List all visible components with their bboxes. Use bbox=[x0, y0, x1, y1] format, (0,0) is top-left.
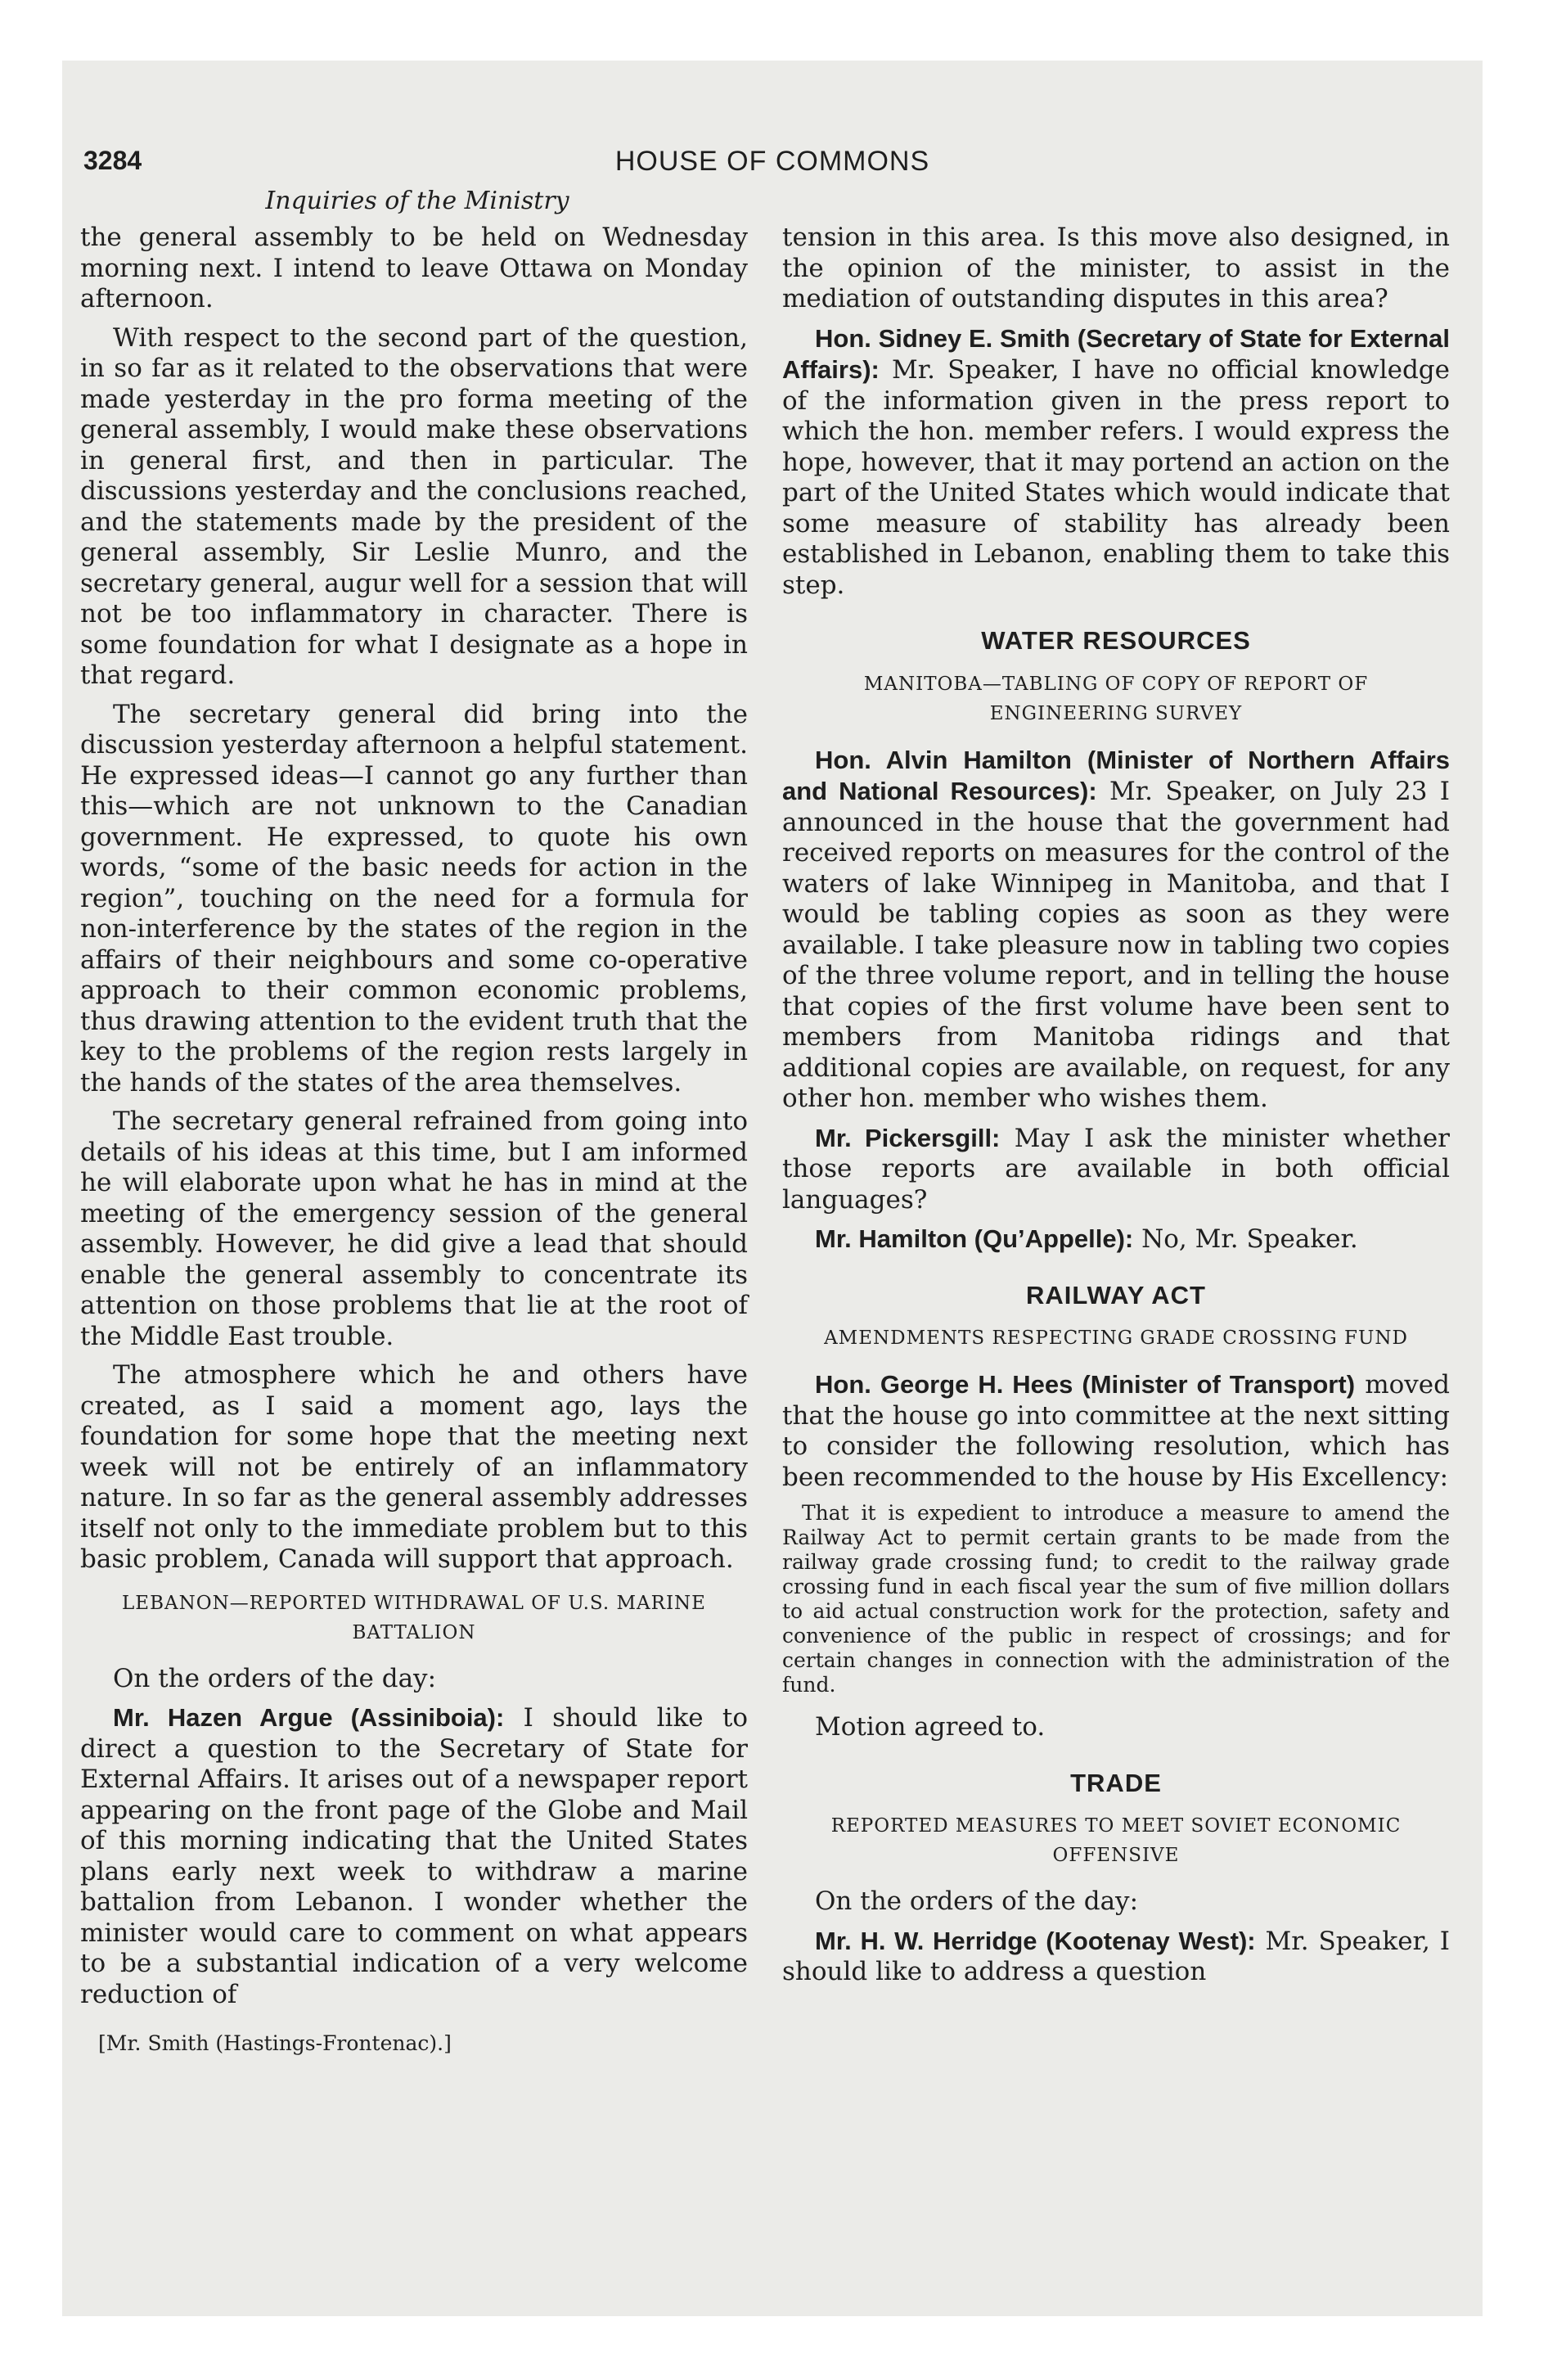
left-column bbox=[80, 223, 748, 2067]
speaker-name: Mr. Pickersgill: bbox=[815, 1123, 1001, 1152]
paragraph: The atmosphere which he and others have created, as I said a moment ago, lays the foundation for some hope that the meeting next week will not be entirely of an inflammatory nature. In so far as the general assembly addresses itself not only to the immediate problem but to this basic problem, Canada will support that approach. bbox=[80, 1360, 748, 1574]
paragraph: Motion agreed to. bbox=[815, 1712, 1046, 1742]
speaker-name: Hon. Alvin Hamilton (Minister of Northern Affairs and National Resources): bbox=[782, 745, 1450, 805]
speaker-name: Mr. H. W. Herridge (Kootenay West): bbox=[815, 1926, 1256, 1955]
speech bbox=[80, 1702, 748, 2010]
subsection-heading: LEBANON—REPORTED WITHDRAWAL OF U.S. MARINE BATTALION bbox=[122, 1592, 706, 1643]
section-heading: TRADE bbox=[1070, 1768, 1162, 1797]
speaker-name: Hon. George H. Hees (Minister of Transport) bbox=[815, 1370, 1356, 1399]
speech bbox=[782, 1224, 1450, 1255]
subsection-heading: MANITOBA—TABLING OF COPY OF REPORT OF ENGINEERING SURVEY bbox=[863, 673, 1369, 724]
paragraph: the general assembly to be held on Wednesday morning next. I intend to leave Ottawa on Monday afternoon. bbox=[80, 223, 748, 313]
footer-note: [Mr. Smith (Hastings-Frontenac).] bbox=[98, 2031, 452, 2055]
document-page bbox=[62, 61, 1483, 2316]
resolution-text: That it is expedient to introduce a measure to amend the Railway Act to permit certain grants to be made from the railway grade crossing fund; to credit to the railway grade crossing fund in each fiscal year the sum of five million dollars to aid actual construction work for the protection, safety and convenience of the public in respect of crossings; and for certain changes in connection with the administration of the fund. bbox=[782, 1501, 1450, 1697]
speech-text: May I ask the minister whether those reports are available in both official languages? bbox=[782, 1123, 1450, 1215]
section-subhead: Inquiries of the Ministry bbox=[265, 187, 569, 215]
speech-text: Mr. Speaker, I have no official knowledge of the information given in the press report to which the hon. member refers. I would express the hope, however, that it may portend an action on the part of the United States which would indicate that some measure of stability has already been established in Lebanon, enabling them to take this step. bbox=[782, 355, 1450, 600]
paragraph: The secretary general refrained from going into details of his ideas at this time, but I am informed he will elaborate upon what he has in mind at the meeting of the emergency session of the general assembly. However, he did give a lead that should enable the general assembly to concentrate its attention on those problems that lie at the root of the Middle East trouble. bbox=[80, 1107, 748, 1351]
subsection-heading: AMENDMENTS RESPECTING GRADE CROSSING FUND bbox=[824, 1327, 1408, 1349]
section-heading: WATER RESOURCES bbox=[981, 626, 1251, 655]
speech-text: Mr. Speaker, I should like to address a question bbox=[782, 1926, 1450, 1986]
speech-text: Mr. Speaker, on July 23 I announced in the house that the government had received reports on measures for the control of the waters of lake Winnipeg in Manitoba, and that I would be tabling copies as soon as they were available. I take pleasure now in tabling two copies of the three volume report, and in telling the house that copies of the first volume have been sent to members from Manitoba ridings and that additional copies are available, on request, for any other hon. member who wishes them. bbox=[782, 777, 1450, 1113]
paragraph: On the orders of the day: bbox=[113, 1663, 437, 1693]
speech bbox=[782, 1369, 1450, 1493]
page-number: 3284 bbox=[83, 146, 142, 175]
paragraph: tension in this area. Is this move also designed, in the opinion of the minister, to assist in the mediation of outstanding disputes in this area? bbox=[782, 223, 1450, 313]
subsection-heading: REPORTED MEASURES TO MEET SOVIET ECONOMIC OFFENSIVE bbox=[830, 1815, 1402, 1866]
speech bbox=[782, 745, 1450, 1115]
speaker-name: Mr. Hamilton (Qu’Appelle): bbox=[815, 1224, 1134, 1253]
speech bbox=[782, 323, 1450, 602]
speaker-name: Hon. Sidney E. Smith (Secretary of State for External Affairs): bbox=[782, 323, 1450, 384]
paragraph: On the orders of the day: bbox=[815, 1886, 1139, 1916]
paragraph: With respect to the second part of the question, in so far as it related to the observations that were made yesterday in the pro forma meeting of the general assembly, I would make these observations in general first, and then in particular. The discussions yesterday and the conclusions reached, and the statements made by the president of the general assembly, Sir Leslie Munro, and the secretary general, augur well for a session that will not be too inflammatory in character. There is some foundation for what I designate as a hope in that regard. bbox=[80, 322, 748, 690]
journal-title: HOUSE OF COMMONS bbox=[614, 146, 930, 177]
speech bbox=[782, 1123, 1450, 1216]
paragraph: The secretary general did bring into the discussion yesterday afternoon a helpful statement. He expressed ideas—I cannot go any further than this—which are not unknown to the Canadian government. He expressed, to quote his own words, “some of the basic needs for action in the region”, touching on the need for a formula for non-interference by the states of the region in the affairs of their neighbours and some co-operative approach to their common economic problems, thus drawing attention to the evident truth that the key to the problems of the region rests largely in the hands of the states of the area themselves. bbox=[80, 699, 748, 1098]
right-column bbox=[782, 223, 1450, 1996]
speech bbox=[782, 1926, 1450, 1988]
speech-text: No, Mr. Speaker. bbox=[1133, 1224, 1358, 1254]
speech-text: moved that the house go into committee at the next sitting to consider the following resolution, which has been recommended to the house by His Excellency: bbox=[782, 1370, 1450, 1492]
speaker-name: Mr. Hazen Argue (Assiniboia): bbox=[113, 1703, 505, 1732]
section-heading: RAILWAY ACT bbox=[1026, 1280, 1206, 1309]
speech-text: I should like to direct a question to the Secretary of State for External Affairs. It arises out of a newspaper report appearing on the front page of the Globe and Mail of this morning indicating that the United States plans early next week to withdraw a marine battalion from Lebanon. I wonder whether the minister would care to comment on what appears to be a substantial indication of a very welcome reduction of bbox=[80, 1703, 748, 2009]
